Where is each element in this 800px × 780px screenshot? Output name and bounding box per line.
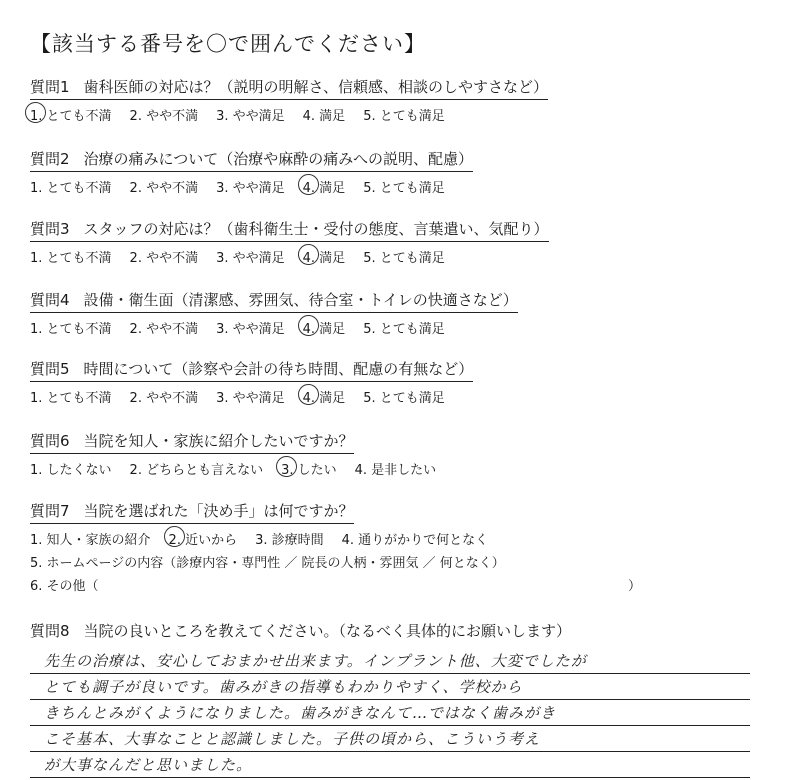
question-number: 質問6 [30,432,70,450]
option-1[interactable]: 1. とても不満 [30,322,112,337]
option-2[interactable]: 2. やや不満 [129,322,199,337]
option-3[interactable]: 3. やや満足 [216,109,285,124]
question-number: 質問4 [30,291,70,309]
option-1[interactable]: 1. とても不満 [30,251,112,266]
option-3[interactable]: 3. やや満足 [216,391,285,406]
option-4[interactable]: 4. 満足 [302,109,346,124]
question-number: 質問2 [30,150,70,168]
option-2[interactable]: 2. どちらとも言えない [129,463,264,478]
option-4[interactable]: 4. 満足 [303,247,346,266]
answer-options-row-2 [30,552,670,570]
option-1[interactable]: 1. とても不満 [30,105,112,124]
handwritten-answer-line: きちんとみがくようになりました。歯みがきなんて…ではなく歯みがき [44,704,557,722]
question-4 [30,289,670,336]
question-2-heading [30,148,473,172]
option-4[interactable]: 4. 満足 [303,177,346,196]
question-number: 質問7 [30,502,70,520]
question-text: 当院を知人・家族に紹介したいですか？ [83,432,354,450]
option-3[interactable]: 3. やや満足 [216,181,285,196]
answer-line [30,674,750,700]
question-text: 時間について（診察や会計の待ち時間、配慮の有無など） [83,360,474,378]
question-number: 質問5 [30,360,70,378]
option-4[interactable]: 4. 満足 [303,318,346,337]
handwritten-answer-line: が大事なんだと思いました。 [44,756,253,774]
option-1[interactable]: 1. したくない [30,463,112,478]
option-5[interactable]: 5. とても満足 [363,251,445,266]
option-2[interactable]: 2. やや不満 [129,391,199,406]
answer-options [30,529,670,547]
question-text: 治療の痛みについて（治療や麻酔の痛みへの説明、配慮） [83,150,473,168]
question-number: 質問8 [30,622,70,640]
question-3-heading [30,218,549,242]
option-5[interactable]: 5. ホームページの内容（診療内容・専門性 ／ 院長の人柄・雰囲気 ／ 何となく） [30,556,505,571]
answer-options [30,177,670,195]
option-5[interactable]: 5. とても満足 [363,322,445,337]
answer-options [30,105,670,123]
option-5[interactable]: 5. とても満足 [363,391,445,406]
question-7 [30,500,670,593]
option-2[interactable]: 2. やや不満 [129,109,199,124]
answer-line [30,726,750,752]
question-1-heading [30,76,548,100]
option-5[interactable]: 5. とても満足 [363,181,445,196]
question-text: スタッフの対応は？（歯科衛生士・受付の態度、言葉遣い、気配り） [83,220,549,238]
option-5[interactable]: 5. とても満足 [363,109,445,124]
answer-options [30,247,670,265]
question-7-heading [30,500,354,524]
option-3[interactable]: 3. 診療時間 [255,533,324,548]
answer-options [30,387,670,405]
question-1 [30,76,670,123]
question-5-heading [30,358,473,382]
question-8-heading [30,620,571,643]
option-4[interactable]: 4. 是非したい [354,463,437,478]
answer-options-row-3 [30,575,670,593]
answer-writing-area[interactable] [30,648,750,778]
question-4-heading [30,289,518,313]
handwritten-answer-line: 先生の治療は、安心しておまかせ出来ます。インプラント他、大変でしたが [44,652,587,670]
question-text: 当院を選ばれた「決め手」は何ですか？ [83,502,354,520]
option-3[interactable]: 3. やや満足 [216,251,285,266]
handwritten-answer-line: とても調子が良いです。歯みがきの指導もわかりやすく、学校から [44,678,523,696]
question-text: 設備・衛生面（清潔感、雰囲気、待合室・トイレの快適さなど） [83,291,518,309]
question-3 [30,218,670,265]
question-number: 質問1 [30,78,70,96]
question-number: 質問3 [30,220,70,238]
option-1[interactable]: 1. 知人・家族の紹介 [30,533,151,548]
option-1[interactable]: 1. とても不満 [30,391,112,406]
answer-options [30,459,670,477]
answer-line [30,752,750,778]
option-3[interactable]: 3. やや満足 [216,322,285,337]
handwritten-answer-line: こそ基本、大事なことと認識しました。子供の頃から、こういう考え [44,730,541,748]
option-6-close-paren: ） [628,579,642,594]
question-2 [30,148,670,195]
option-1[interactable]: 1. とても不満 [30,181,112,196]
option-6[interactable]: 6. その他（ [30,579,99,594]
option-2[interactable]: 2. 近いから [169,529,238,548]
question-5 [30,358,670,405]
option-2[interactable]: 2. やや不満 [129,251,199,266]
question-text: 当院の良いところを教えてください。（なるべく具体的にお願いします） [83,622,572,640]
question-6-heading [30,430,354,454]
answer-options [30,318,670,336]
option-4[interactable]: 4. 満足 [303,387,346,406]
answer-line [30,700,750,726]
option-4[interactable]: 4. 通りがかりで何となく [341,533,489,548]
option-2[interactable]: 2. やや不満 [129,181,199,196]
option-3[interactable]: 3. したい [281,459,337,478]
answer-line [30,648,750,674]
question-text: 歯科医師の対応は？（説明の明解さ、信頼感、相談のしやすさなど） [83,78,548,96]
question-8 [30,620,670,643]
question-6 [30,430,670,477]
page-title: 【該当する番号を〇で囲んでください】 [30,32,426,56]
